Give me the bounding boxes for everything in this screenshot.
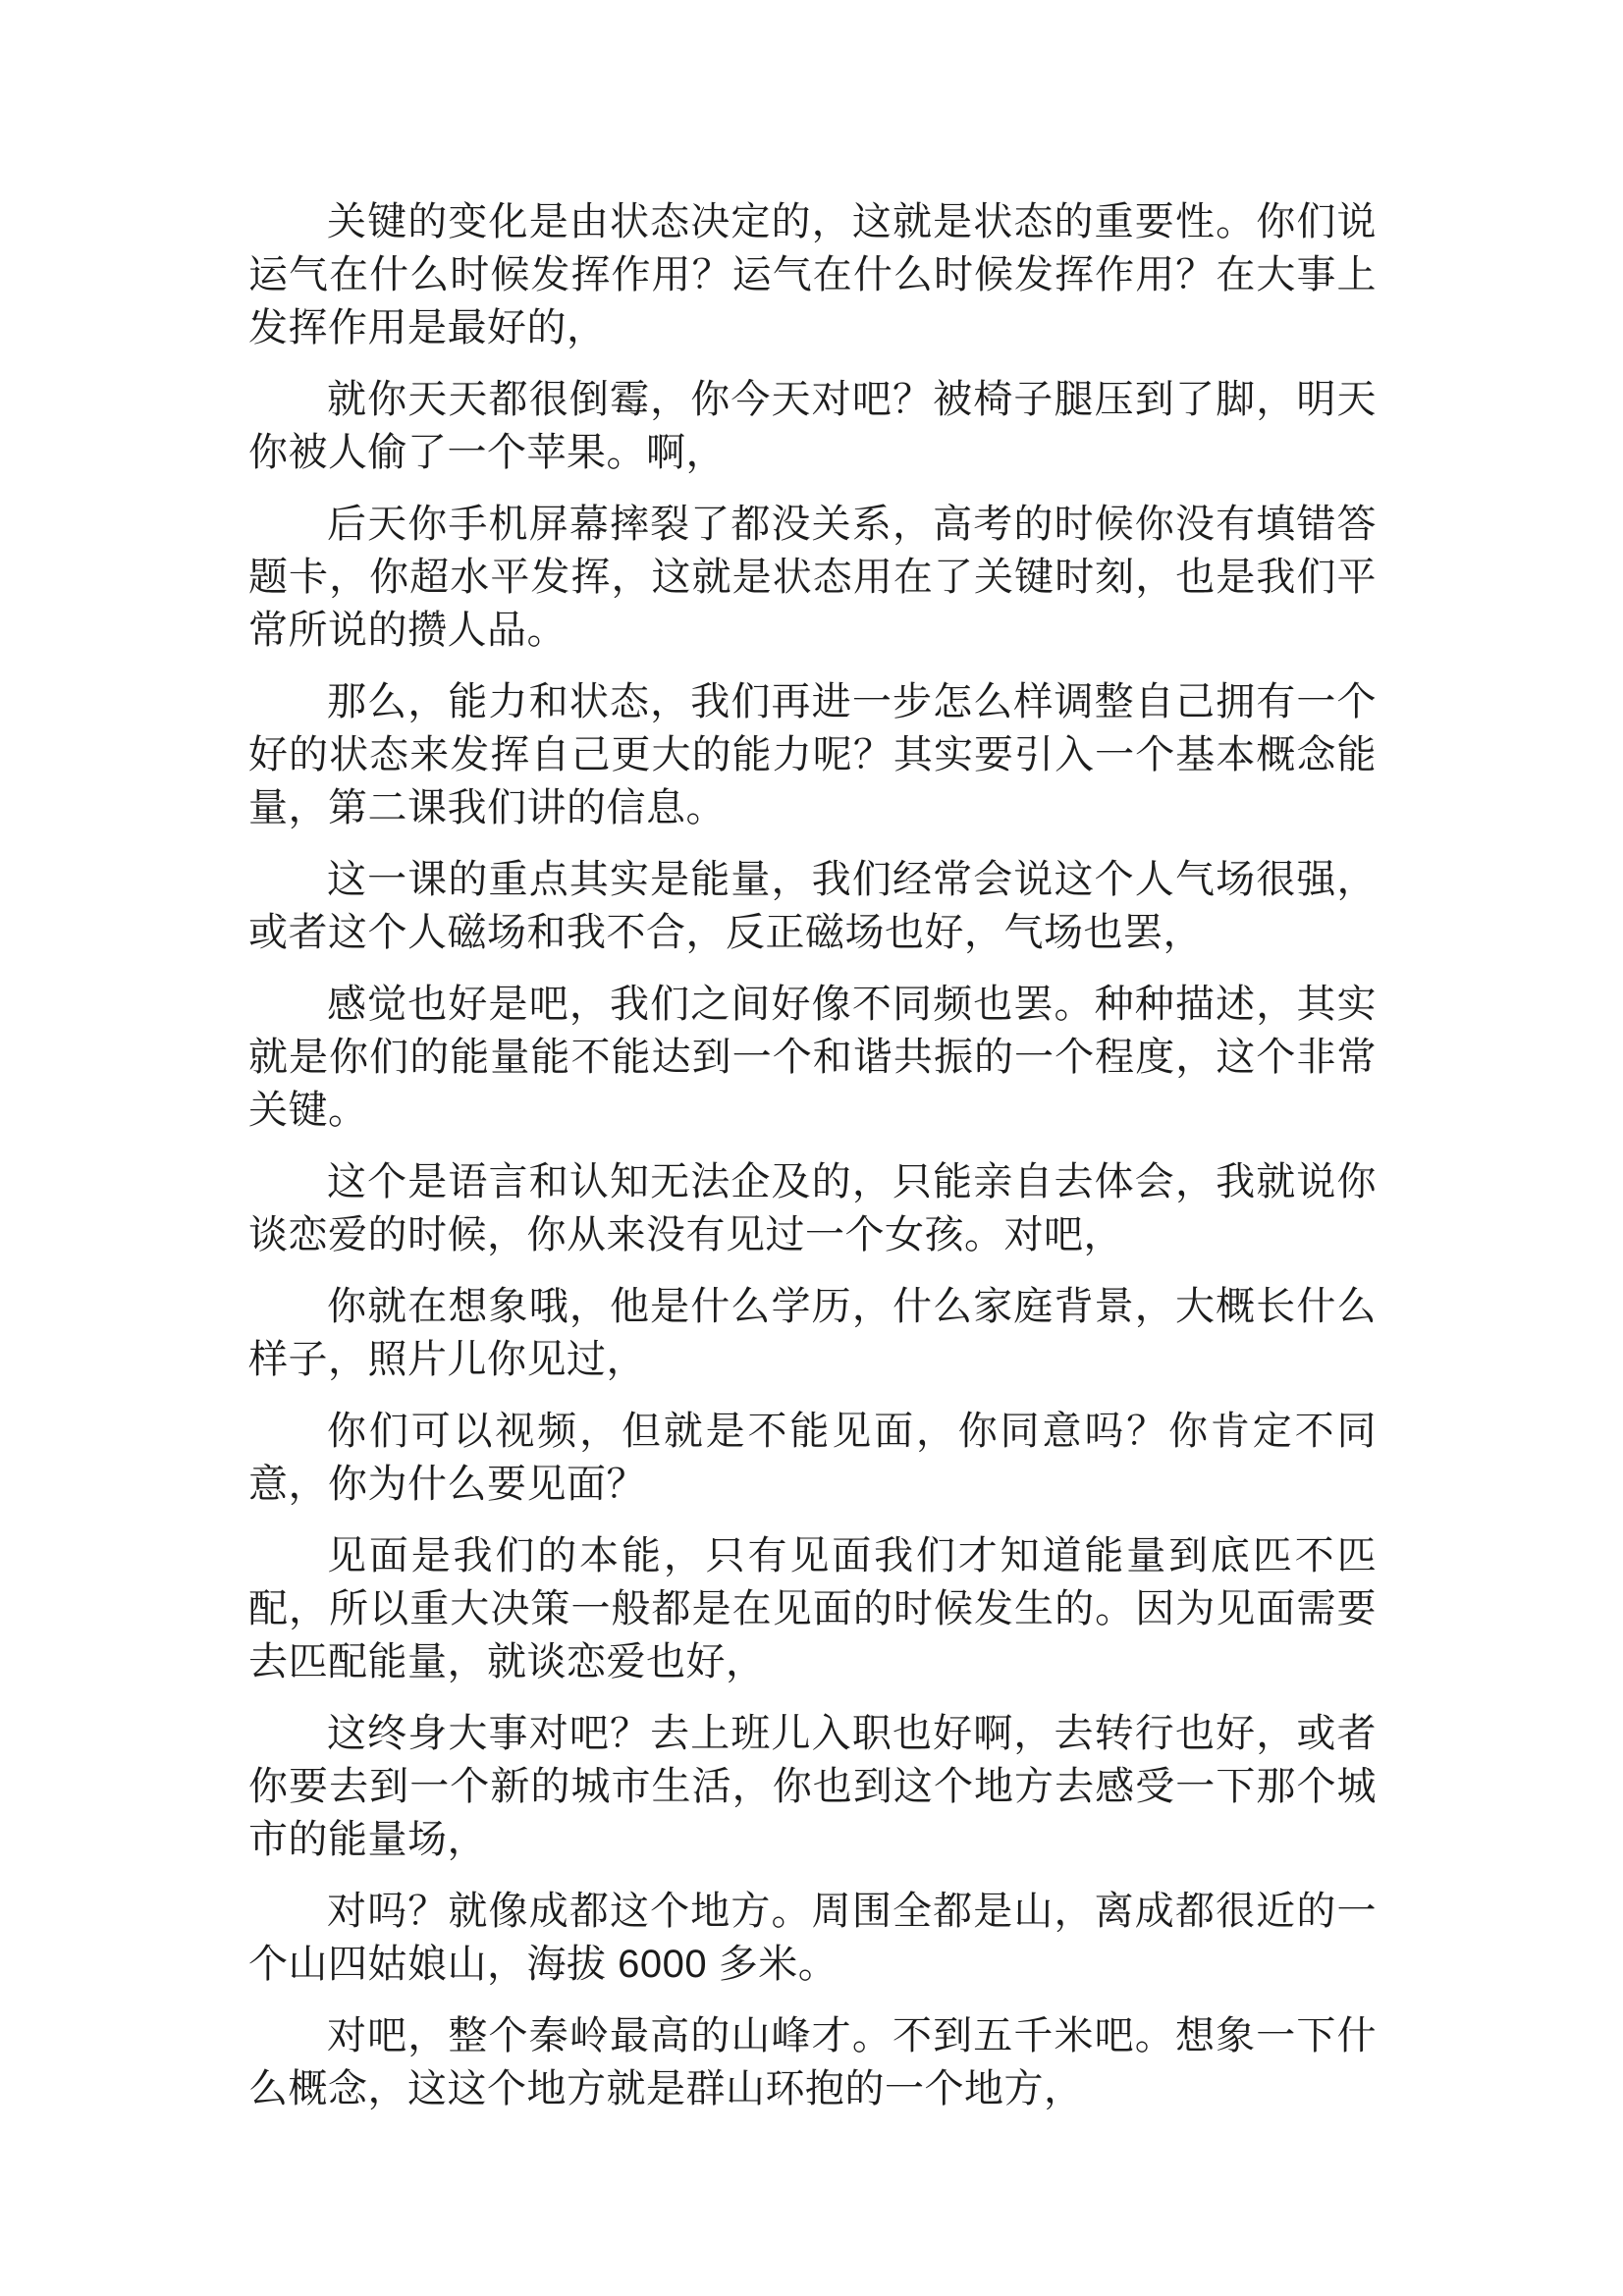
paragraph-4: 那么，能力和状态，我们再进一步怎么样调整自己拥有一个好的状态来发挥自己更大的能力呢？其实要引入一个基本概念能量，第二课我们讲的信息。	[248, 680, 1377, 829]
paragraph-2: 就你天天都很倒霉，你今天对吧？被椅子腿压到了脚，明天你被人偷了一个苹果。啊，	[248, 378, 1377, 474]
paragraph-8: 你就在想象哦，他是什么学历，什么家庭背景，大概长什么样子，照片儿你见过，	[248, 1285, 1377, 1381]
paragraph-5: 这一课的重点其实是能量，我们经常会说这个人气场很强，或者这个人磁场和我不合，反正磁场也好，气场也罢，	[248, 858, 1377, 954]
paragraph-3: 后天你手机屏幕摔裂了都没关系，高考的时候你没有填错答题卡，你超水平发挥，这就是状态用在了关键时刻，也是我们平常所说的攒人品。	[248, 503, 1377, 652]
paragraph-7: 这个是语言和认知无法企及的，只能亲自去体会，我就说你谈恋爱的时候，你从来没有见过一个女孩。对吧，	[248, 1160, 1377, 1256]
paragraph-12: 对吗？就像成都这个地方。周围全都是山，离成都很近的一个山四姑娘山，海拔 6000 多米。	[248, 1890, 1377, 1986]
paragraph-1: 关键的变化是由状态决定的，这就是状态的重要性。你们说运气在什么时候发挥作用？运气在什么时候发挥作用？在大事上发挥作用是最好的，	[248, 200, 1377, 349]
paragraph-10: 见面是我们的本能，只有见面我们才知道能量到底匹不匹配，所以重大决策一般都是在见面的时候发生的。因为见面需要去匹配能量，就谈恋爱也好，	[248, 1534, 1377, 1683]
paragraph-6: 感觉也好是吧，我们之间好像不同频也罢。种种描述，其实就是你们的能量能不能达到一个和谐共振的一个程度，这个非常关键。	[248, 983, 1377, 1132]
paragraph-13: 对吧，整个秦岭最高的山峰才。不到五千米吧。想象一下什么概念，这这个地方就是群山环抱的一个地方，	[248, 2014, 1377, 2110]
paragraph-9: 你们可以视频，但就是不能见面，你同意吗？你肯定不同意，你为什么要见面？	[248, 1410, 1377, 1506]
paragraph-11: 这终身大事对吧？去上班儿入职也好啊，去转行也好，或者你要去到一个新的城市生活，你也到这个地方去感受一下那个城市的能量场，	[248, 1712, 1377, 1861]
